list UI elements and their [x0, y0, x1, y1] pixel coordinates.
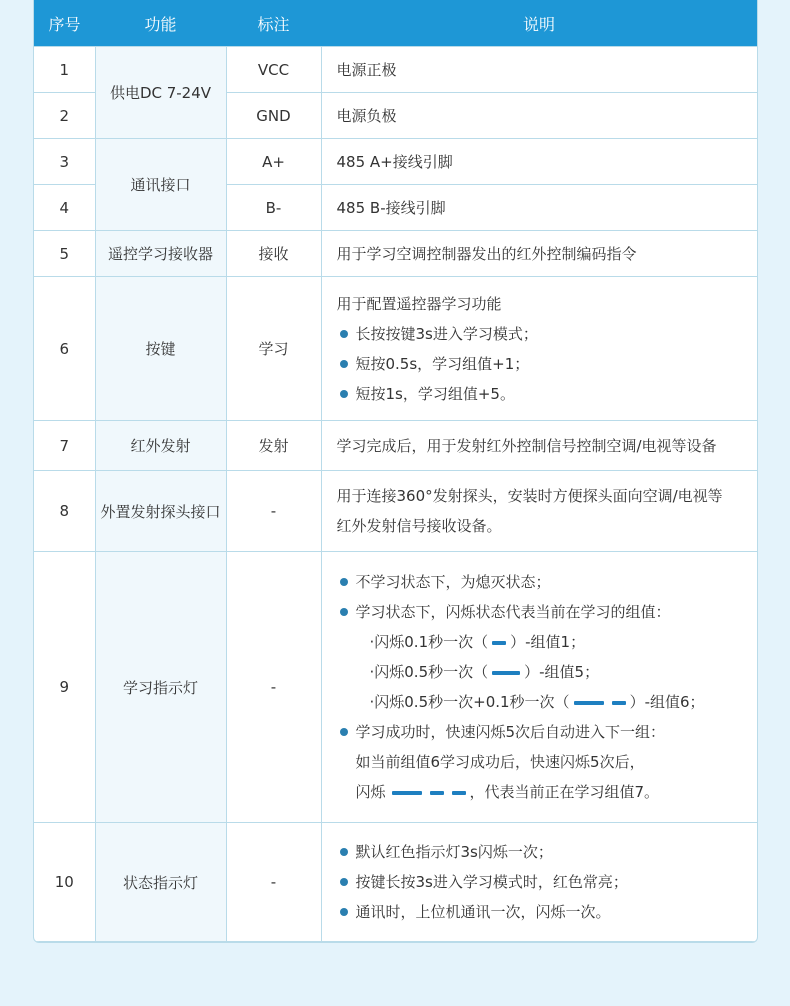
desc-bullet: 不学习状态下，为熄灭状态； — [337, 567, 758, 597]
cell-no: 2 — [34, 93, 95, 139]
table-row — [34, 139, 757, 185]
cell-function: 通讯接口 — [95, 139, 226, 231]
table-row — [34, 231, 757, 277]
desc-text: 闪烁 — [355, 783, 386, 801]
table-row — [34, 552, 757, 823]
header-mark: 标注 — [226, 0, 321, 47]
cell-mark: - — [226, 823, 321, 942]
cell-function: 按键 — [95, 277, 226, 421]
desc-sub-line — [337, 657, 758, 687]
desc-line: 红外发射信号接收设备。 — [336, 517, 502, 535]
header-no: 序号 — [34, 0, 95, 47]
cell-no: 5 — [34, 231, 95, 277]
cell-mark: 接收 — [226, 231, 321, 277]
desc-sub-line — [337, 687, 758, 717]
cell-function: 遥控学习接收器 — [95, 231, 226, 277]
cell-mark: VCC — [226, 47, 321, 93]
desc-bullet: 学习成功时，快速闪烁5次后自动进入下一组： — [337, 717, 758, 747]
cell-mark: GND — [226, 93, 321, 139]
cell-mark: - — [226, 471, 321, 552]
cell-no: 10 — [34, 823, 95, 942]
cell-no: 3 — [34, 139, 95, 185]
desc-bullet: 默认红色指示灯3s闪烁一次； — [337, 837, 758, 867]
pinout-table — [33, 0, 758, 943]
desc-bullet: 通讯时，上位机通讯一次，闪烁一次。 — [337, 897, 758, 927]
cell-function: 红外发射 — [95, 421, 226, 471]
desc-text: ·闪烁0.5秒一次（ — [369, 663, 489, 681]
header-description: 说明 — [321, 0, 757, 47]
cell-description — [321, 277, 757, 421]
table-row — [34, 421, 757, 471]
blink-short-icon — [452, 791, 466, 795]
cell-description: 485 B-接线引脚 — [321, 185, 757, 231]
cell-no: 4 — [34, 185, 95, 231]
desc-bullet: 学习状态下，闪烁状态代表当前在学习的组值： — [337, 597, 758, 627]
blink-long-icon — [392, 791, 422, 795]
desc-line — [337, 777, 758, 807]
blink-short-icon — [612, 701, 626, 705]
table-row — [34, 47, 757, 93]
cell-description: 电源负极 — [321, 93, 757, 139]
header-function: 功能 — [95, 0, 226, 47]
table-header — [34, 0, 757, 47]
cell-description: 用于学习空调控制器发出的红外控制编码指令 — [321, 231, 757, 277]
cell-no: 6 — [34, 277, 95, 421]
desc-line: 用于连接360°发射探头，安装时方便探头面向空调/电视等 — [336, 487, 723, 505]
cell-description: 学习完成后，用于发射红外控制信号控制空调/电视等设备 — [321, 421, 757, 471]
cell-mark: B- — [226, 185, 321, 231]
cell-description — [321, 552, 757, 823]
desc-text: ）-组值5； — [524, 663, 600, 681]
desc-text: ）-组值6； — [629, 693, 705, 711]
desc-text: ·闪烁0.5秒一次+0.1秒一次（ — [369, 693, 570, 711]
cell-function: 外置发射探头接口 — [95, 471, 226, 552]
cell-no: 8 — [34, 471, 95, 552]
desc-text: ·闪烁0.1秒一次（ — [369, 633, 489, 651]
desc-bullet: 短按0.5s，学习组值+1； — [337, 349, 758, 379]
cell-description — [321, 823, 757, 942]
cell-no: 7 — [34, 421, 95, 471]
cell-mark: - — [226, 552, 321, 823]
cell-mark: 发射 — [226, 421, 321, 471]
desc-sub-line — [337, 627, 758, 657]
desc-bullet: 长按按键3s进入学习模式； — [337, 319, 758, 349]
desc-line: 用于配置遥控器学习功能 — [336, 294, 502, 313]
cell-description: 电源正极 — [321, 47, 757, 93]
blink-short-icon — [430, 791, 444, 795]
desc-line: 如当前组值6学习成功后，快速闪烁5次后， — [355, 753, 645, 771]
cell-no: 9 — [34, 552, 95, 823]
cell-function: 状态指示灯 — [95, 823, 226, 942]
table-row — [34, 277, 757, 421]
cell-mark: 学习 — [226, 277, 321, 421]
desc-bullet: 按键长按3s进入学习模式时，红色常亮； — [337, 867, 758, 897]
cell-description — [321, 471, 757, 552]
cell-function: 供电DC 7-24V — [95, 47, 226, 139]
cell-function: 学习指示灯 — [95, 552, 226, 823]
cell-description: 485 A+接线引脚 — [321, 139, 757, 185]
blink-long-icon — [574, 701, 604, 705]
cell-mark: A+ — [226, 139, 321, 185]
table-row — [34, 471, 757, 552]
desc-text: ，代表当前正在学习组值7。 — [469, 783, 660, 801]
blink-long-icon — [492, 671, 520, 675]
desc-bullet: 短按1s，学习组值+5。 — [337, 379, 758, 409]
desc-text: ）-组值1； — [510, 633, 586, 651]
cell-no: 1 — [34, 47, 95, 93]
blink-short-icon — [492, 641, 506, 645]
table-row — [34, 823, 757, 942]
